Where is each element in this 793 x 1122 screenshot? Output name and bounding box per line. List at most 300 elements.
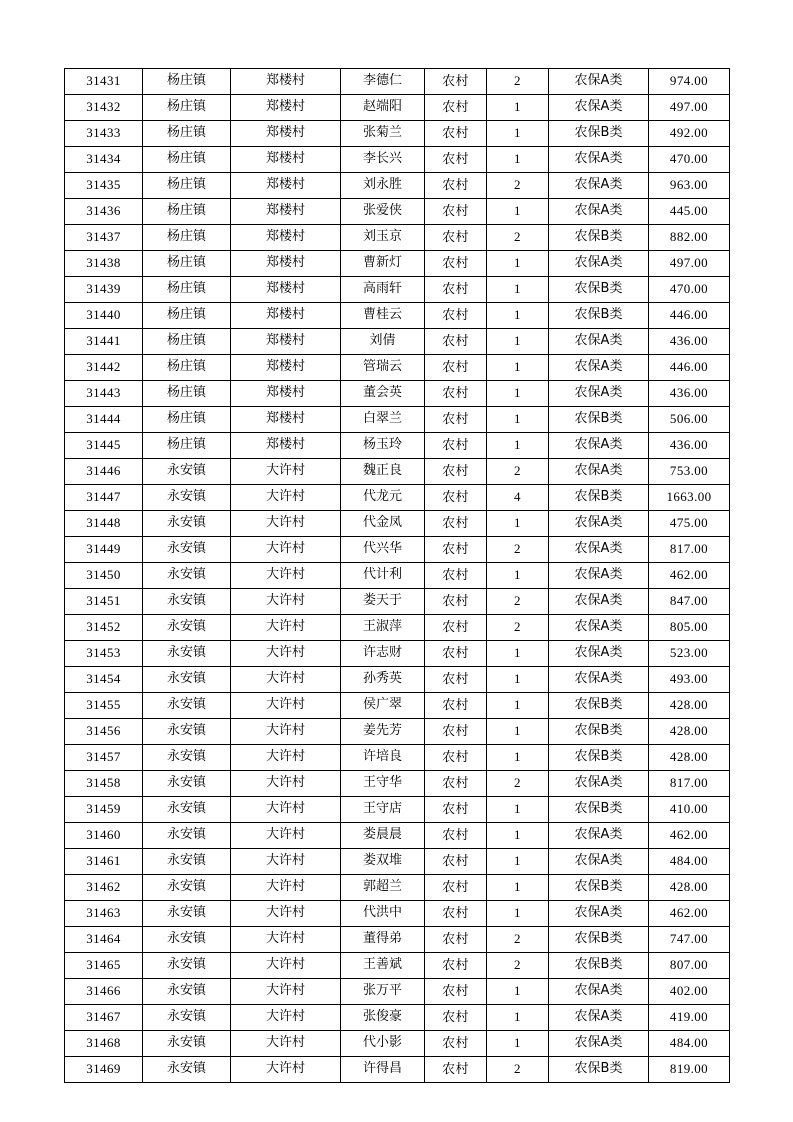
table-cell: 大许村 — [231, 667, 341, 693]
table-cell: 492.00 — [649, 121, 730, 147]
table-cell: 31444 — [65, 407, 143, 433]
table-cell: 31460 — [65, 823, 143, 849]
table-cell: 31435 — [65, 173, 143, 199]
table-cell: 2 — [487, 953, 549, 979]
table-cell: 农保A类 — [549, 69, 649, 95]
table-cell: 董得弟 — [341, 927, 425, 953]
table-cell: 31450 — [65, 563, 143, 589]
table-cell: 2 — [487, 69, 549, 95]
table-cell: 农保A类 — [549, 771, 649, 797]
table-cell: 31433 — [65, 121, 143, 147]
table-cell: 曹新灯 — [341, 251, 425, 277]
table-cell: 刘倩 — [341, 329, 425, 355]
table-row — [65, 1031, 730, 1057]
table-cell: 农保A类 — [549, 1031, 649, 1057]
table-cell: 农保A类 — [549, 823, 649, 849]
table-cell: 农村 — [425, 69, 487, 95]
table-cell: 大许村 — [231, 485, 341, 511]
table-cell: 郑楼村 — [231, 173, 341, 199]
table-cell: 农保B类 — [549, 953, 649, 979]
table-cell: 农保A类 — [549, 173, 649, 199]
table-cell: 807.00 — [649, 953, 730, 979]
table-cell: 大许村 — [231, 511, 341, 537]
table-cell: 永安镇 — [143, 485, 231, 511]
table-cell: 大许村 — [231, 745, 341, 771]
table-cell: 农保A类 — [549, 329, 649, 355]
table-cell: 1 — [487, 901, 549, 927]
table-cell: 农村 — [425, 667, 487, 693]
table-cell: 赵端阳 — [341, 95, 425, 121]
table-cell: 农村 — [425, 745, 487, 771]
table-cell: 永安镇 — [143, 1031, 231, 1057]
table-cell: 1 — [487, 199, 549, 225]
table-cell: 470.00 — [649, 277, 730, 303]
table-cell: 代计利 — [341, 563, 425, 589]
table-row — [65, 225, 730, 251]
table-cell: 农保A类 — [549, 901, 649, 927]
table-cell: 大许村 — [231, 1057, 341, 1083]
table-cell: 31431 — [65, 69, 143, 95]
table-cell: 31447 — [65, 485, 143, 511]
table-cell: 31438 — [65, 251, 143, 277]
table-cell: 大许村 — [231, 875, 341, 901]
table-cell: 1 — [487, 979, 549, 1005]
table-cell: 470.00 — [649, 147, 730, 173]
table-row — [65, 667, 730, 693]
table-cell: 高雨轩 — [341, 277, 425, 303]
table-cell: 31468 — [65, 1031, 143, 1057]
table-cell: 永安镇 — [143, 849, 231, 875]
table-cell: 杨庄镇 — [143, 407, 231, 433]
table-cell: 农保A类 — [549, 95, 649, 121]
table-cell: 农村 — [425, 901, 487, 927]
table-cell: 农村 — [425, 563, 487, 589]
table-cell: 农村 — [425, 173, 487, 199]
table-cell: 大许村 — [231, 823, 341, 849]
table-cell: 大许村 — [231, 459, 341, 485]
table-cell: 杨庄镇 — [143, 121, 231, 147]
table-cell: 31451 — [65, 589, 143, 615]
table-cell: 杨庄镇 — [143, 225, 231, 251]
table-cell: 农保A类 — [549, 979, 649, 1005]
table-row — [65, 537, 730, 563]
table-cell: 31439 — [65, 277, 143, 303]
table-cell: 姜先芳 — [341, 719, 425, 745]
table-cell: 31445 — [65, 433, 143, 459]
table-cell: 农村 — [425, 485, 487, 511]
table-cell: 31457 — [65, 745, 143, 771]
table-cell: 张俊豪 — [341, 1005, 425, 1031]
table-cell: 436.00 — [649, 329, 730, 355]
table-cell: 506.00 — [649, 407, 730, 433]
table-row — [65, 641, 730, 667]
table-cell: 娄天于 — [341, 589, 425, 615]
table-cell: 农保B类 — [549, 927, 649, 953]
table-cell: 永安镇 — [143, 693, 231, 719]
table-cell: 农村 — [425, 199, 487, 225]
table-cell: 代金凤 — [341, 511, 425, 537]
table-cell: 永安镇 — [143, 953, 231, 979]
table-cell: 农保A类 — [549, 589, 649, 615]
table-cell: 1663.00 — [649, 485, 730, 511]
table-cell: 管瑞云 — [341, 355, 425, 381]
table-cell: 张菊兰 — [341, 121, 425, 147]
table-cell: 永安镇 — [143, 589, 231, 615]
table-cell: 523.00 — [649, 641, 730, 667]
table-row — [65, 69, 730, 95]
table-row — [65, 277, 730, 303]
table-cell: 杨庄镇 — [143, 329, 231, 355]
table-row — [65, 875, 730, 901]
table-cell: 农村 — [425, 511, 487, 537]
table-cell: 1 — [487, 303, 549, 329]
table-cell: 817.00 — [649, 771, 730, 797]
table-cell: 农保A类 — [549, 355, 649, 381]
table-cell: 882.00 — [649, 225, 730, 251]
table-cell: 1 — [487, 355, 549, 381]
table-cell: 大许村 — [231, 927, 341, 953]
table-cell: 农村 — [425, 147, 487, 173]
table-row — [65, 615, 730, 641]
table-cell: 1 — [487, 667, 549, 693]
table-cell: 农村 — [425, 641, 487, 667]
table-cell: 郑楼村 — [231, 329, 341, 355]
table-cell: 大许村 — [231, 537, 341, 563]
table-cell: 杨庄镇 — [143, 147, 231, 173]
table-cell: 31467 — [65, 1005, 143, 1031]
table-cell: 31442 — [65, 355, 143, 381]
table-row — [65, 849, 730, 875]
table-cell: 农保B类 — [549, 745, 649, 771]
table-cell: 1 — [487, 875, 549, 901]
table-cell: 428.00 — [649, 875, 730, 901]
table-cell: 1 — [487, 1031, 549, 1057]
table-cell: 农村 — [425, 771, 487, 797]
table-cell: 475.00 — [649, 511, 730, 537]
table-cell: 农村 — [425, 303, 487, 329]
table-cell: 31462 — [65, 875, 143, 901]
subsidy-table — [64, 68, 730, 1083]
table-cell: 484.00 — [649, 849, 730, 875]
table-cell: 31446 — [65, 459, 143, 485]
table-cell: 许培良 — [341, 745, 425, 771]
table-row — [65, 823, 730, 849]
table-cell: 张万平 — [341, 979, 425, 1005]
table-cell: 402.00 — [649, 979, 730, 1005]
table-cell: 农村 — [425, 693, 487, 719]
table-cell: 永安镇 — [143, 641, 231, 667]
table-cell: 农保A类 — [549, 459, 649, 485]
table-cell: 31453 — [65, 641, 143, 667]
table-cell: 郑楼村 — [231, 225, 341, 251]
table-cell: 农村 — [425, 1005, 487, 1031]
table-cell: 462.00 — [649, 901, 730, 927]
table-cell: 1 — [487, 147, 549, 173]
table-cell: 杨庄镇 — [143, 433, 231, 459]
table-row — [65, 953, 730, 979]
table-cell: 永安镇 — [143, 771, 231, 797]
table-cell: 31440 — [65, 303, 143, 329]
table-cell: 1 — [487, 251, 549, 277]
table-cell: 农村 — [425, 537, 487, 563]
table-cell: 永安镇 — [143, 615, 231, 641]
table-cell: 大许村 — [231, 563, 341, 589]
table-cell: 郑楼村 — [231, 277, 341, 303]
table-cell: 31461 — [65, 849, 143, 875]
table-cell: 大许村 — [231, 901, 341, 927]
table-cell: 农村 — [425, 1031, 487, 1057]
table-cell: 许志财 — [341, 641, 425, 667]
table-cell: 永安镇 — [143, 511, 231, 537]
table-cell: 大许村 — [231, 1031, 341, 1057]
table-row — [65, 355, 730, 381]
table-cell: 963.00 — [649, 173, 730, 199]
table-cell: 农村 — [425, 875, 487, 901]
table-cell: 1 — [487, 849, 549, 875]
table-cell: 农村 — [425, 433, 487, 459]
table-cell: 农村 — [425, 615, 487, 641]
table-cell: 王守华 — [341, 771, 425, 797]
table-row — [65, 771, 730, 797]
table-cell: 农保A类 — [549, 615, 649, 641]
table-cell: 419.00 — [649, 1005, 730, 1031]
table-cell: 农保A类 — [549, 511, 649, 537]
table-cell: 郑楼村 — [231, 121, 341, 147]
table-row — [65, 901, 730, 927]
table-cell: 农保B类 — [549, 277, 649, 303]
table-cell: 大许村 — [231, 589, 341, 615]
table-cell: 31436 — [65, 199, 143, 225]
table-cell: 31454 — [65, 667, 143, 693]
table-cell: 农保B类 — [549, 485, 649, 511]
table-cell: 2 — [487, 589, 549, 615]
table-row — [65, 745, 730, 771]
table-cell: 2 — [487, 615, 549, 641]
table-cell: 31449 — [65, 537, 143, 563]
table-cell: 1 — [487, 121, 549, 147]
table-cell: 农保B类 — [549, 797, 649, 823]
table-cell: 大许村 — [231, 719, 341, 745]
table-row — [65, 1005, 730, 1031]
table-cell: 大许村 — [231, 1005, 341, 1031]
table-cell: 1 — [487, 407, 549, 433]
table-row — [65, 329, 730, 355]
table-cell: 农村 — [425, 719, 487, 745]
table-cell: 1 — [487, 641, 549, 667]
table-cell: 董会英 — [341, 381, 425, 407]
table-body — [65, 69, 730, 1083]
table-cell: 农村 — [425, 277, 487, 303]
table-cell: 31466 — [65, 979, 143, 1005]
table-cell: 2 — [487, 459, 549, 485]
table-cell: 永安镇 — [143, 537, 231, 563]
table-cell: 462.00 — [649, 563, 730, 589]
table-cell: 永安镇 — [143, 1005, 231, 1031]
table-cell: 493.00 — [649, 667, 730, 693]
table-cell: 农村 — [425, 407, 487, 433]
table-cell: 2 — [487, 771, 549, 797]
table-cell: 农保B类 — [549, 407, 649, 433]
table-cell: 娄晨晨 — [341, 823, 425, 849]
table-cell: 白翠兰 — [341, 407, 425, 433]
table-cell: 曹桂云 — [341, 303, 425, 329]
table-cell: 1 — [487, 381, 549, 407]
table-row — [65, 199, 730, 225]
table-cell: 永安镇 — [143, 719, 231, 745]
table-cell: 郑楼村 — [231, 95, 341, 121]
table-cell: 974.00 — [649, 69, 730, 95]
table-row — [65, 95, 730, 121]
table-cell: 31441 — [65, 329, 143, 355]
table-cell: 郑楼村 — [231, 355, 341, 381]
table-cell: 郑楼村 — [231, 69, 341, 95]
table-cell: 永安镇 — [143, 797, 231, 823]
table-cell: 永安镇 — [143, 901, 231, 927]
table-cell: 农村 — [425, 355, 487, 381]
table-cell: 许得昌 — [341, 1057, 425, 1083]
table-cell: 31448 — [65, 511, 143, 537]
table-cell: 1 — [487, 797, 549, 823]
table-cell: 农村 — [425, 459, 487, 485]
table-cell: 1 — [487, 329, 549, 355]
table-cell: 428.00 — [649, 745, 730, 771]
table-cell: 农保A类 — [549, 563, 649, 589]
table-cell: 杨庄镇 — [143, 277, 231, 303]
table-cell: 永安镇 — [143, 459, 231, 485]
table-cell: 杨庄镇 — [143, 69, 231, 95]
table-cell: 王善斌 — [341, 953, 425, 979]
table-cell: 1 — [487, 1005, 549, 1031]
table-cell: 农保B类 — [549, 875, 649, 901]
table-cell: 永安镇 — [143, 823, 231, 849]
table-row — [65, 381, 730, 407]
table-cell: 农村 — [425, 953, 487, 979]
table-row — [65, 407, 730, 433]
table-cell: 446.00 — [649, 355, 730, 381]
table-cell: 李德仁 — [341, 69, 425, 95]
table-row — [65, 173, 730, 199]
table-row — [65, 693, 730, 719]
table-cell: 农村 — [425, 251, 487, 277]
table-cell: 杨庄镇 — [143, 199, 231, 225]
table-cell: 农保A类 — [549, 251, 649, 277]
table-cell: 农保B类 — [549, 225, 649, 251]
table-cell: 永安镇 — [143, 563, 231, 589]
table-cell: 杨庄镇 — [143, 251, 231, 277]
table-cell: 永安镇 — [143, 927, 231, 953]
table-cell: 永安镇 — [143, 1057, 231, 1083]
table-cell: 31465 — [65, 953, 143, 979]
table-cell: 永安镇 — [143, 745, 231, 771]
table-cell: 1 — [487, 745, 549, 771]
table-cell: 农村 — [425, 95, 487, 121]
table-cell: 446.00 — [649, 303, 730, 329]
table-cell: 2 — [487, 927, 549, 953]
table-cell: 农村 — [425, 381, 487, 407]
table-cell: 李长兴 — [341, 147, 425, 173]
table-cell: 1 — [487, 563, 549, 589]
table-cell: 2 — [487, 537, 549, 563]
table-cell: 农保A类 — [549, 199, 649, 225]
table-cell: 郑楼村 — [231, 433, 341, 459]
table-cell: 大许村 — [231, 615, 341, 641]
table-cell: 805.00 — [649, 615, 730, 641]
table-row — [65, 1057, 730, 1083]
table-row — [65, 719, 730, 745]
table-cell: 农村 — [425, 1057, 487, 1083]
table-cell: 娄双堆 — [341, 849, 425, 875]
table-cell: 大许村 — [231, 693, 341, 719]
table-row — [65, 147, 730, 173]
table-cell: 代龙元 — [341, 485, 425, 511]
table-cell: 819.00 — [649, 1057, 730, 1083]
table-cell: 郑楼村 — [231, 251, 341, 277]
table-cell: 4 — [487, 485, 549, 511]
table-cell: 杨玉玲 — [341, 433, 425, 459]
table-cell: 农保B类 — [549, 1057, 649, 1083]
table-cell: 农保A类 — [549, 641, 649, 667]
table-cell: 代小影 — [341, 1031, 425, 1057]
table-row — [65, 563, 730, 589]
table-cell: 魏正良 — [341, 459, 425, 485]
table-cell: 农村 — [425, 121, 487, 147]
table-cell: 代兴华 — [341, 537, 425, 563]
table-cell: 侯广翠 — [341, 693, 425, 719]
table-cell: 农村 — [425, 589, 487, 615]
table-cell: 农村 — [425, 927, 487, 953]
table-cell: 31432 — [65, 95, 143, 121]
table-cell: 大许村 — [231, 953, 341, 979]
table-cell: 王淑萍 — [341, 615, 425, 641]
table-cell: 31452 — [65, 615, 143, 641]
table-cell: 孙秀英 — [341, 667, 425, 693]
table-row — [65, 797, 730, 823]
table-cell: 农保A类 — [549, 537, 649, 563]
table-cell: 31459 — [65, 797, 143, 823]
table-cell: 大许村 — [231, 771, 341, 797]
table-cell: 农保A类 — [549, 1005, 649, 1031]
table-cell: 817.00 — [649, 537, 730, 563]
table-row — [65, 511, 730, 537]
table-cell: 428.00 — [649, 719, 730, 745]
table-cell: 2 — [487, 225, 549, 251]
table-cell: 1 — [487, 277, 549, 303]
table-cell: 杨庄镇 — [143, 173, 231, 199]
table-cell: 大许村 — [231, 979, 341, 1005]
table-cell: 31458 — [65, 771, 143, 797]
table-cell: 郭超兰 — [341, 875, 425, 901]
table-cell: 农村 — [425, 225, 487, 251]
table-cell: 大许村 — [231, 641, 341, 667]
table-cell: 847.00 — [649, 589, 730, 615]
table-cell: 1 — [487, 719, 549, 745]
table-cell: 753.00 — [649, 459, 730, 485]
table-row — [65, 121, 730, 147]
table-cell: 郑楼村 — [231, 303, 341, 329]
table-cell: 农村 — [425, 849, 487, 875]
table-cell: 497.00 — [649, 251, 730, 277]
table-cell: 农保B类 — [549, 121, 649, 147]
table-cell: 484.00 — [649, 1031, 730, 1057]
table-cell: 428.00 — [649, 693, 730, 719]
table-row — [65, 433, 730, 459]
table-cell: 代洪中 — [341, 901, 425, 927]
table-cell: 31443 — [65, 381, 143, 407]
table-cell: 农保B类 — [549, 693, 649, 719]
table-cell: 郑楼村 — [231, 381, 341, 407]
table-cell: 农保A类 — [549, 433, 649, 459]
table-cell: 王守店 — [341, 797, 425, 823]
